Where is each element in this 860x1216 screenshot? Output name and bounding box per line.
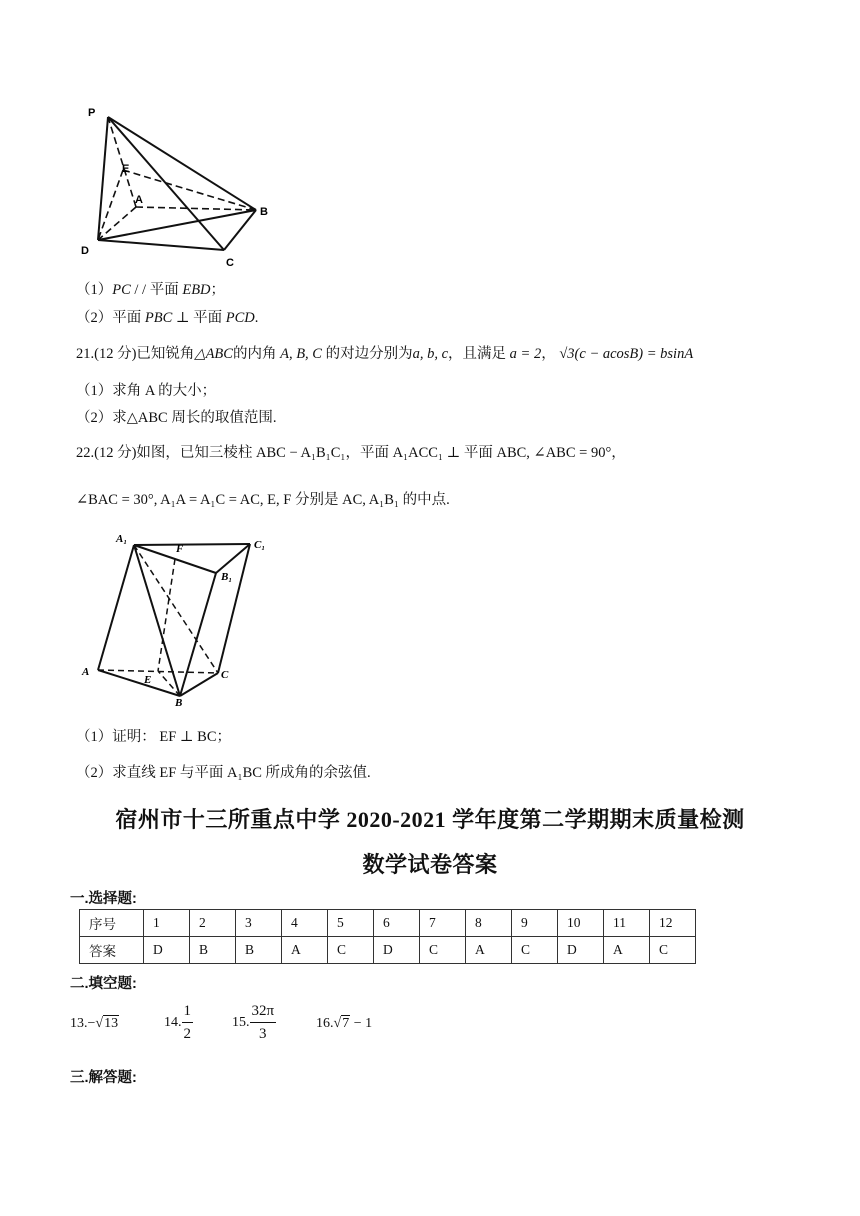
fill-answer-16: 16.√7 − 1 [316,1016,373,1031]
q21-part2: （2）求△ABC 周长的取值范围. [76,410,277,426]
label-B: B [175,697,183,706]
label-E: E [144,674,152,686]
answer-subtitle: 数学试卷答案 [362,852,498,877]
label-A: A [135,194,143,206]
table-row: 序号 1 2 3 4 5 6 7 8 9 10 11 12 [80,910,696,937]
answer-title: 宿州市十三所重点中学 2020-2021 学年度第二学期期末质量检测 [115,807,745,832]
section-solve: 三.解答题: [70,1070,137,1086]
fill-answer-13: 13.−√13 [70,1016,119,1031]
fill-answer-14: 14. $\frac{1}{2}$ [164,1003,191,1042]
answer-table [79,909,696,964]
q21-stem: 21.(12 分)已知锐角△ABC的内角 A, B, C 的对边分别为a, b, c，且满足 a = 2， √3(c − acosB) = bsinA [76,346,694,362]
q22-stem-line2: ∠BAC = 30°, A₁A = A₁C = AC, E, F 分别是 AC, A₁B₁ 的中点. [76,492,450,508]
q22-part1: （1）证明： EF ⊥ BC； [76,729,232,745]
prism-figure [78,528,278,706]
label-B: B [260,206,268,218]
q20-part1: （1）PC / / 平面 EBD； [76,282,226,298]
fill-answer-15: 15. $\frac{32\pi}{3}$ [232,1003,275,1042]
label-D: D [81,245,89,257]
label-C: C [221,669,229,681]
label-A1: A₁ [116,533,128,545]
section-choice: 一.选择题: [70,891,137,907]
label-C1: C₁ [254,539,266,551]
label-P: P [88,107,96,119]
label-F: F [176,543,184,555]
label-C: C [226,257,234,269]
q22-stem-line1: 22.(12 分)如图，已知三棱柱 ABC − A₁B₁C₁，平面 A₁ACC₁ ⊥ 平面 ABC, ∠ABC = 90°， [76,445,626,461]
q20-part2: （2）平面 PBC ⊥ 平面 PCD. [76,310,259,326]
section-fill: 二.填空题: [70,976,137,992]
label-A: A [82,666,90,678]
pyramid-figure [78,100,278,270]
q21-part1: （1）求角 A 的大小； [76,383,217,399]
label-B1: B₁ [221,571,233,583]
q22-part2: （2）求直线 EF 与平面 A₁BC 所成角的余弦值. [76,765,371,781]
table-row: 答案 D B B A C D C A C D A C [80,937,696,964]
label-E: E [122,163,130,175]
